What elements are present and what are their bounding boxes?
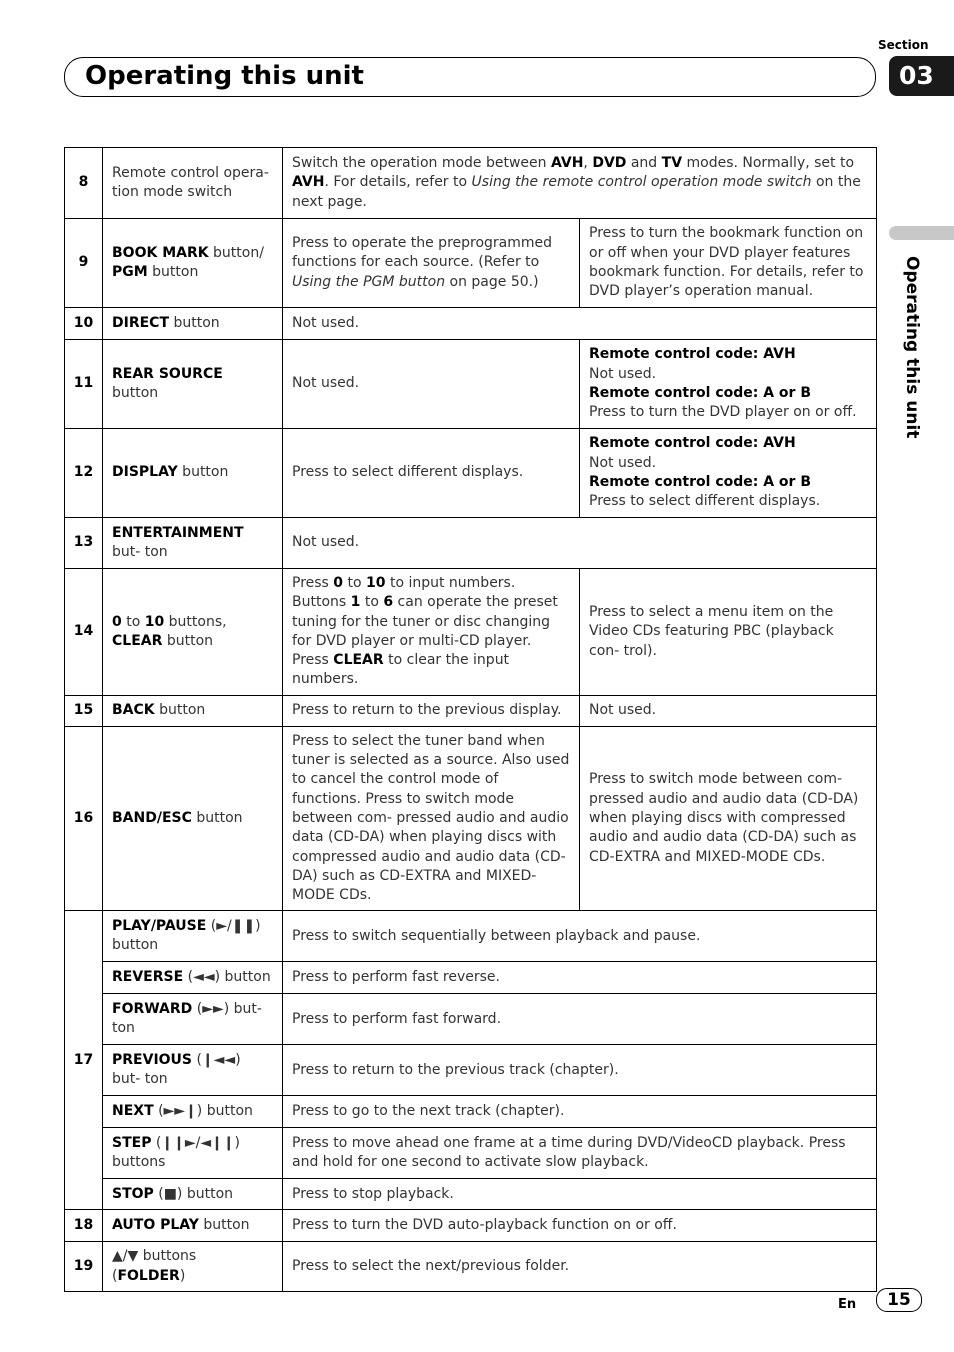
table-row (65, 695, 877, 726)
table-row (65, 1179, 877, 1210)
table-row (65, 219, 877, 308)
item-description: Press to stop playback. (283, 1179, 877, 1210)
row-number: 13 (65, 518, 103, 569)
page-title: Operating this unit (85, 61, 364, 91)
item-description: Press to go to the next track (chapter). (283, 1096, 877, 1128)
item-description: Press to turn the DVD auto-playback function on or off. (283, 1210, 877, 1242)
item-description: Not used. (283, 518, 877, 569)
item-description: Press to select the tuner band when tuner is selected as a source. Also used to cancel the control mode of functions. Press to switch mode between com- pressed audio and audio data (CD-DA) when playing discs with compressed audio and audio data (CD-DA) such as CD-EXTRA and MIXED-MODE CDs. (283, 726, 580, 911)
item-description: Press to operate the preprogrammed functions for each source. (Refer to Using the PGM button on page 50.) (283, 219, 580, 308)
item-description: Press 0 to 10 to input numbers. Buttons 1 to 6 can operate the preset tuning for the tuner or disc changing for DVD player or multi-CD player. Press CLEAR to clear the input numbers. (283, 569, 580, 696)
row-number: 9 (65, 219, 103, 308)
language-label: En (838, 1297, 857, 1312)
row-number: 18 (65, 1210, 103, 1242)
item-name: FORWARD (►►) but- ton (103, 994, 283, 1045)
row-number: 16 (65, 726, 103, 911)
side-tab-label: Operating this unit (902, 256, 922, 439)
title-bar (64, 57, 876, 97)
table-row (65, 148, 877, 219)
section-number: 03 (889, 56, 954, 96)
table-row (65, 726, 877, 911)
table-row (65, 569, 877, 696)
table-row (65, 994, 877, 1045)
item-description: Press to return to the previous track (chapter). (283, 1045, 877, 1096)
table-row (65, 1242, 877, 1292)
table-row (65, 1045, 877, 1096)
item-description: Press to return to the previous display. (283, 695, 580, 726)
item-name: DIRECT button (103, 308, 283, 340)
row-number: 10 (65, 308, 103, 340)
table-row (65, 1210, 877, 1242)
item-name: Remote control opera- tion mode switch (103, 148, 283, 219)
item-name: AUTO PLAY button (103, 1210, 283, 1242)
table-row (65, 518, 877, 569)
item-description: Press to select different displays. (283, 429, 580, 518)
table-row (65, 1096, 877, 1128)
item-description: Press to select the next/previous folder. (283, 1242, 877, 1292)
row-number: 17 (65, 911, 103, 1210)
item-name: REAR SOURCE button (103, 340, 283, 429)
item-name: BACK button (103, 695, 283, 726)
item-description-alt: Remote control code: AVH Not used. Remote control code: A or B Press to turn the DVD player on or off. (580, 340, 877, 429)
table-row (65, 429, 877, 518)
item-name: ▲/▼ buttons (FOLDER) (103, 1242, 283, 1292)
page-number: 15 (876, 1288, 922, 1312)
item-description: Switch the operation mode between AVH, DVD and TV modes. Normally, set to AVH. For details, refer to Using the remote control operation mode switch on the next page. (283, 148, 877, 219)
item-name: REVERSE (◄◄) button (103, 962, 283, 994)
item-description: Press to switch sequentially between playback and pause. (283, 911, 877, 962)
item-description: Press to perform fast forward. (283, 994, 877, 1045)
row-number: 14 (65, 569, 103, 696)
item-name: 0 to 10 buttons, CLEAR button (103, 569, 283, 696)
item-name: NEXT (►►❙) button (103, 1096, 283, 1128)
table-row (65, 911, 877, 962)
item-name: ENTERTAINMENT but- ton (103, 518, 283, 569)
row-number: 11 (65, 340, 103, 429)
section-label: Section (878, 38, 929, 52)
item-description: Not used. (283, 308, 877, 340)
item-description-alt: Remote control code: AVH Not used. Remote control code: A or B Press to select different displays. (580, 429, 877, 518)
item-name: DISPLAY button (103, 429, 283, 518)
row-number: 15 (65, 695, 103, 726)
item-description: Not used. (283, 340, 580, 429)
item-name: STOP (■) button (103, 1179, 283, 1210)
item-name: PREVIOUS (❙◄◄) but- ton (103, 1045, 283, 1096)
row-number: 8 (65, 148, 103, 219)
item-name: BOOK MARK button/ PGM button (103, 219, 283, 308)
item-description: Press to move ahead one frame at a time during DVD/VideoCD playback. Press and hold for one second to activate slow playback. (283, 1128, 877, 1179)
row-number: 19 (65, 1242, 103, 1292)
side-tab-marker (889, 226, 954, 240)
item-name: BAND/ESC button (103, 726, 283, 911)
table-row (65, 1128, 877, 1179)
item-name: STEP (❙❙►/◄❙❙) buttons (103, 1128, 283, 1179)
item-description-alt: Press to select a menu item on the Video CDs featuring PBC (playback con- trol). (580, 569, 877, 696)
row-number: 12 (65, 429, 103, 518)
table-row (65, 962, 877, 994)
table-row (65, 340, 877, 429)
functions-table (64, 147, 877, 1292)
side-tab (896, 256, 922, 476)
item-name: PLAY/PAUSE (►/❚❚) button (103, 911, 283, 962)
item-description: Press to perform fast reverse. (283, 962, 877, 994)
item-description-alt: Press to switch mode between com- pressed audio and audio data (CD-DA) when playing discs with compressed audio and audio data (CD-DA) such as CD-EXTRA and MIXED-MODE CDs. (580, 726, 877, 911)
item-description-alt: Not used. (580, 695, 877, 726)
item-description-alt: Press to turn the bookmark function on or off when your DVD player features bookmark function. For details, refer to DVD player’s operation manual. (580, 219, 877, 308)
table-row (65, 308, 877, 340)
